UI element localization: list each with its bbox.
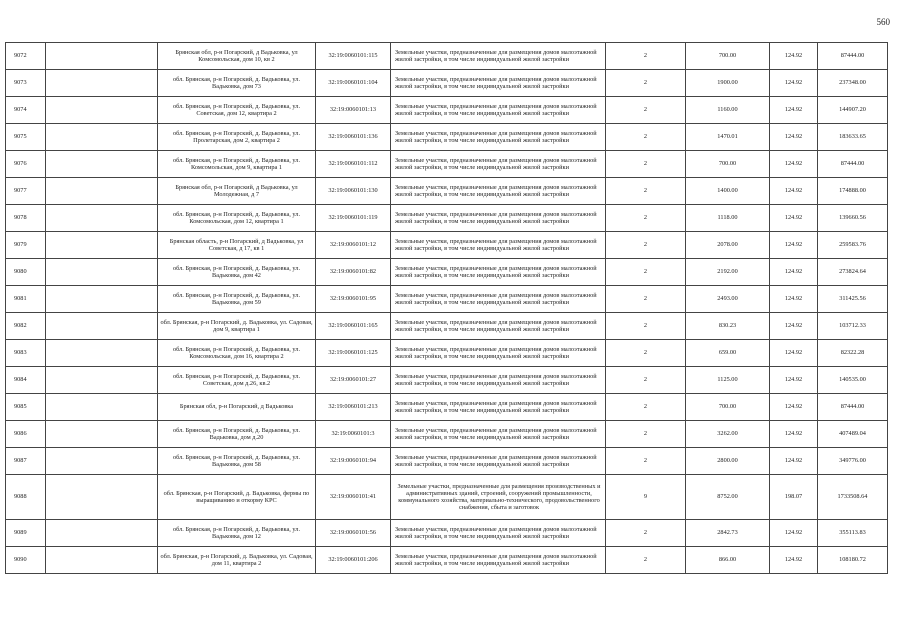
- table-row: [6, 340, 888, 367]
- address: обл. Брянская, р-н Погарский, д. Вадьковка, ул. Комсомольская, дом 12, квартира 1: [158, 205, 316, 232]
- group-code: 2: [606, 313, 686, 340]
- row-number: 9082: [6, 313, 46, 340]
- specific-cadastral-value: 124.92: [770, 151, 818, 178]
- group-code: 2: [606, 367, 686, 394]
- cadastral-value: 349776.00: [818, 448, 888, 475]
- land-area: 866.00: [686, 547, 770, 574]
- table-row: [6, 178, 888, 205]
- cadastral-value: 273824.64: [818, 259, 888, 286]
- land-use-purpose: Земельные участки, предназначенные для размещения производственных и административных зданий, строений, сооружений промышленности, коммунального хозяйства, материально-технического, продовольственного снабжения, сбыта и заготовок: [391, 475, 606, 520]
- address: обл. Брянская, р-н Погарский, д. Вадьковка, ул. Комсомольская, дом 9, квартира 1: [158, 151, 316, 178]
- empty-cell: [46, 286, 158, 313]
- row-number: 9079: [6, 232, 46, 259]
- specific-cadastral-value: 198.07: [770, 475, 818, 520]
- row-number: 9076: [6, 151, 46, 178]
- cadastral-number: 32:19:0060101:95: [316, 286, 391, 313]
- specific-cadastral-value: 124.92: [770, 205, 818, 232]
- address: Брянская область, р-н Погарский, д Вадьковка, ул Советская, д 17, кв 1: [158, 232, 316, 259]
- land-area: 3262.00: [686, 421, 770, 448]
- table-row: [6, 205, 888, 232]
- group-code: 2: [606, 547, 686, 574]
- table-row: [6, 421, 888, 448]
- land-use-purpose: Земельные участки, предназначенные для размещения домов малоэтажной жилой застройки, в том числе индивидуальной жилой застройки: [391, 547, 606, 574]
- row-number: 9083: [6, 340, 46, 367]
- group-code: 2: [606, 97, 686, 124]
- specific-cadastral-value: 124.92: [770, 43, 818, 70]
- land-area: 1400.00: [686, 178, 770, 205]
- cadastral-value: 139660.56: [818, 205, 888, 232]
- specific-cadastral-value: 124.92: [770, 178, 818, 205]
- cadastral-number: 32:19:0060101:125: [316, 340, 391, 367]
- specific-cadastral-value: 124.92: [770, 520, 818, 547]
- address: обл. Брянская, р-н Погарский, д. Вадьковка, ул. Садовая, дом 11, квартира 2: [158, 547, 316, 574]
- cadastral-number: 32:19:0060101:104: [316, 70, 391, 97]
- cadastral-value: 87444.00: [818, 43, 888, 70]
- specific-cadastral-value: 124.92: [770, 232, 818, 259]
- cadastral-value: 237348.00: [818, 70, 888, 97]
- land-area: 2078.00: [686, 232, 770, 259]
- address: Брянская обл, р-н Погарский, д Вадьковка, ул Молодежная, д 7: [158, 178, 316, 205]
- empty-cell: [46, 151, 158, 178]
- land-use-purpose: Земельные участки, предназначенные для размещения домов малоэтажной жилой застройки, в том числе индивидуальной жилой застройки: [391, 232, 606, 259]
- address: обл. Брянская, р-н Погарский, д. Вадьковка, ул. Советская, дом д.26, кв.2: [158, 367, 316, 394]
- empty-cell: [46, 547, 158, 574]
- cadastral-number: 32:19:0060101:165: [316, 313, 391, 340]
- land-use-purpose: Земельные участки, предназначенные для размещения домов малоэтажной жилой застройки, в том числе индивидуальной жилой застройки: [391, 448, 606, 475]
- land-area: 1900.00: [686, 70, 770, 97]
- empty-cell: [46, 178, 158, 205]
- land-use-purpose: Земельные участки, предназначенные для размещения домов малоэтажной жилой застройки, в том числе индивидуальной жилой застройки: [391, 421, 606, 448]
- specific-cadastral-value: 124.92: [770, 97, 818, 124]
- cadastral-value: 87444.00: [818, 151, 888, 178]
- address: обл. Брянская, р-н Погарский, д. Вадьковка, ул. Вадьковка, дом 42: [158, 259, 316, 286]
- cadastral-value: 103712.33: [818, 313, 888, 340]
- empty-cell: [46, 448, 158, 475]
- group-code: 2: [606, 151, 686, 178]
- empty-cell: [46, 97, 158, 124]
- land-area: 1125.00: [686, 367, 770, 394]
- cadastral-number: 32:19:0060101:213: [316, 394, 391, 421]
- cadastral-number: 32:19:0060101:112: [316, 151, 391, 178]
- land-area: 1118.00: [686, 205, 770, 232]
- group-code: 2: [606, 178, 686, 205]
- address: обл. Брянская, р-н Погарский, д. Вадьковка, ул. Вадьковка, дом 12: [158, 520, 316, 547]
- land-area: 2192.00: [686, 259, 770, 286]
- table-row: [6, 547, 888, 574]
- row-number: 9089: [6, 520, 46, 547]
- empty-cell: [46, 124, 158, 151]
- table-row: [6, 259, 888, 286]
- empty-cell: [46, 70, 158, 97]
- land-use-purpose: Земельные участки, предназначенные для размещения домов малоэтажной жилой застройки, в том числе индивидуальной жилой застройки: [391, 394, 606, 421]
- cadastral-number: 32:19:0060101:3: [316, 421, 391, 448]
- cadastral-number: 32:19:0060101:56: [316, 520, 391, 547]
- cadastral-number: 32:19:0060101:119: [316, 205, 391, 232]
- cadastral-value: 82322.28: [818, 340, 888, 367]
- row-number: 9086: [6, 421, 46, 448]
- specific-cadastral-value: 124.92: [770, 394, 818, 421]
- specific-cadastral-value: 124.92: [770, 340, 818, 367]
- row-number: 9078: [6, 205, 46, 232]
- row-number: 9075: [6, 124, 46, 151]
- address: обл. Брянская, р-н Погарский, д. Вадьковка, фермы по выращиванию и откорму КРС: [158, 475, 316, 520]
- group-code: 2: [606, 70, 686, 97]
- cadastral-value: 144907.20: [818, 97, 888, 124]
- cadastral-number: 32:19:0060101:41: [316, 475, 391, 520]
- cadastral-value: 87444.00: [818, 394, 888, 421]
- row-number: 9088: [6, 475, 46, 520]
- address: обл. Брянская, р-н Погарский, д. Вадьковка, ул. Садовая, дом 9, квартира 1: [158, 313, 316, 340]
- address: Брянская обл, р-н Погарский, д Вадьковка: [158, 394, 316, 421]
- empty-cell: [46, 520, 158, 547]
- cadastral-number: 32:19:0060101:130: [316, 178, 391, 205]
- land-area: 8752.00: [686, 475, 770, 520]
- row-number: 9084: [6, 367, 46, 394]
- group-code: 2: [606, 520, 686, 547]
- empty-cell: [46, 313, 158, 340]
- land-use-purpose: Земельные участки, предназначенные для размещения домов малоэтажной жилой застройки, в том числе индивидуальной жилой застройки: [391, 151, 606, 178]
- land-area: 700.00: [686, 43, 770, 70]
- land-area: 2800.00: [686, 448, 770, 475]
- land-cadastral-table: [5, 42, 888, 574]
- table-row: [6, 448, 888, 475]
- group-code: 2: [606, 43, 686, 70]
- land-use-purpose: Земельные участки, предназначенные для размещения домов малоэтажной жилой застройки, в том числе индивидуальной жилой застройки: [391, 340, 606, 367]
- table-row: [6, 394, 888, 421]
- group-code: 2: [606, 205, 686, 232]
- table-row: [6, 97, 888, 124]
- empty-cell: [46, 259, 158, 286]
- table-row: [6, 520, 888, 547]
- cadastral-number: 32:19:0060101:94: [316, 448, 391, 475]
- cadastral-number: 32:19:0060101:115: [316, 43, 391, 70]
- cadastral-value: 407489.04: [818, 421, 888, 448]
- land-area: 700.00: [686, 151, 770, 178]
- address: обл. Брянская, р-н Погарский, д. Вадьковка, ул. Вадьковка, дом 59: [158, 286, 316, 313]
- specific-cadastral-value: 124.92: [770, 70, 818, 97]
- table-row: [6, 70, 888, 97]
- group-code: 2: [606, 340, 686, 367]
- row-number: 9085: [6, 394, 46, 421]
- row-number: 9087: [6, 448, 46, 475]
- cadastral-number: 32:19:0060101:82: [316, 259, 391, 286]
- specific-cadastral-value: 124.92: [770, 547, 818, 574]
- land-use-purpose: Земельные участки, предназначенные для размещения домов малоэтажной жилой застройки, в том числе индивидуальной жилой застройки: [391, 70, 606, 97]
- land-use-purpose: Земельные участки, предназначенные для размещения домов малоэтажной жилой застройки, в том числе индивидуальной жилой застройки: [391, 178, 606, 205]
- empty-cell: [46, 394, 158, 421]
- empty-cell: [46, 232, 158, 259]
- cadastral-number: 32:19:0060101:13: [316, 97, 391, 124]
- land-use-purpose: Земельные участки, предназначенные для размещения домов малоэтажной жилой застройки, в том числе индивидуальной жилой застройки: [391, 43, 606, 70]
- cadastral-value: 108180.72: [818, 547, 888, 574]
- specific-cadastral-value: 124.92: [770, 259, 818, 286]
- row-number: 9081: [6, 286, 46, 313]
- row-number: 9073: [6, 70, 46, 97]
- address: обл. Брянская, р-н Погарский, д. Вадьковка, ул. Вадьковка, дом 73: [158, 70, 316, 97]
- land-use-purpose: Земельные участки, предназначенные для размещения домов малоэтажной жилой застройки, в том числе индивидуальной жилой застройки: [391, 259, 606, 286]
- table-row: [6, 43, 888, 70]
- table-row: [6, 475, 888, 520]
- address: обл. Брянская, р-н Погарский, д. Вадьковка, ул. Вадьковка, дом 58: [158, 448, 316, 475]
- cadastral-value: 1733508.64: [818, 475, 888, 520]
- land-area: 830.23: [686, 313, 770, 340]
- row-number: 9090: [6, 547, 46, 574]
- page-number: 560: [876, 17, 890, 27]
- cadastral-number: 32:19:0060101:27: [316, 367, 391, 394]
- specific-cadastral-value: 124.92: [770, 367, 818, 394]
- row-number: 9080: [6, 259, 46, 286]
- land-use-purpose: Земельные участки, предназначенные для размещения домов малоэтажной жилой застройки, в том числе индивидуальной жилой застройки: [391, 520, 606, 547]
- group-code: 2: [606, 232, 686, 259]
- group-code: 2: [606, 286, 686, 313]
- address: обл. Брянская, р-н Погарский, д. Вадьковка, ул. Комсомольская, дом 16, квартира 2: [158, 340, 316, 367]
- group-code: 2: [606, 259, 686, 286]
- address: обл. Брянская, р-н Погарский, д. Вадьковка, ул. Пролетарская, дом 2, квартира 2: [158, 124, 316, 151]
- group-code: 2: [606, 394, 686, 421]
- table-row: [6, 124, 888, 151]
- empty-cell: [46, 205, 158, 232]
- specific-cadastral-value: 124.92: [770, 286, 818, 313]
- cadastral-value: 311425.56: [818, 286, 888, 313]
- cadastral-value: 174888.00: [818, 178, 888, 205]
- land-use-purpose: Земельные участки, предназначенные для размещения домов малоэтажной жилой застройки, в том числе индивидуальной жилой застройки: [391, 97, 606, 124]
- cadastral-value: 183633.65: [818, 124, 888, 151]
- cadastral-number: 32:19:0060101:206: [316, 547, 391, 574]
- specific-cadastral-value: 124.92: [770, 313, 818, 340]
- land-area: 1470.01: [686, 124, 770, 151]
- row-number: 9072: [6, 43, 46, 70]
- land-area: 1160.00: [686, 97, 770, 124]
- cadastral-value: 259583.76: [818, 232, 888, 259]
- land-area: 2493.00: [686, 286, 770, 313]
- group-code: 2: [606, 421, 686, 448]
- cadastral-number: 32:19:0060101:136: [316, 124, 391, 151]
- cadastral-value: 355113.83: [818, 520, 888, 547]
- row-number: 9074: [6, 97, 46, 124]
- land-use-purpose: Земельные участки, предназначенные для размещения домов малоэтажной жилой застройки, в том числе индивидуальной жилой застройки: [391, 286, 606, 313]
- table-row: [6, 232, 888, 259]
- address: Брянская обл, р-н Погарский, д Вадьковка, ул Комсомольская, дом 10, кв 2: [158, 43, 316, 70]
- specific-cadastral-value: 124.92: [770, 421, 818, 448]
- address: обл. Брянская, р-н Погарский, д. Вадьковка, ул. Советская, дом 12, квартира 2: [158, 97, 316, 124]
- land-use-purpose: Земельные участки, предназначенные для размещения домов малоэтажной жилой застройки, в том числе индивидуальной жилой застройки: [391, 124, 606, 151]
- table-row: [6, 313, 888, 340]
- land-area: 659.00: [686, 340, 770, 367]
- group-code: 2: [606, 124, 686, 151]
- land-use-purpose: Земельные участки, предназначенные для размещения домов малоэтажной жилой застройки, в том числе индивидуальной жилой застройки: [391, 313, 606, 340]
- group-code: 2: [606, 448, 686, 475]
- land-use-purpose: Земельные участки, предназначенные для размещения домов малоэтажной жилой застройки, в том числе индивидуальной жилой застройки: [391, 367, 606, 394]
- table-row: [6, 151, 888, 178]
- specific-cadastral-value: 124.92: [770, 124, 818, 151]
- empty-cell: [46, 421, 158, 448]
- row-number: 9077: [6, 178, 46, 205]
- specific-cadastral-value: 124.92: [770, 448, 818, 475]
- empty-cell: [46, 475, 158, 520]
- cadastral-number: 32:19:0060101:12: [316, 232, 391, 259]
- group-code: 9: [606, 475, 686, 520]
- empty-cell: [46, 43, 158, 70]
- empty-cell: [46, 367, 158, 394]
- cadastral-value: 140535.00: [818, 367, 888, 394]
- address: обл. Брянская, р-н Погарский, д. Вадьковка, ул. Вадьковка, дом д.20: [158, 421, 316, 448]
- table-row: [6, 286, 888, 313]
- land-area: 2842.73: [686, 520, 770, 547]
- table-row: [6, 367, 888, 394]
- land-area: 700.00: [686, 394, 770, 421]
- land-use-purpose: Земельные участки, предназначенные для размещения домов малоэтажной жилой застройки, в том числе индивидуальной жилой застройки: [391, 205, 606, 232]
- empty-cell: [46, 340, 158, 367]
